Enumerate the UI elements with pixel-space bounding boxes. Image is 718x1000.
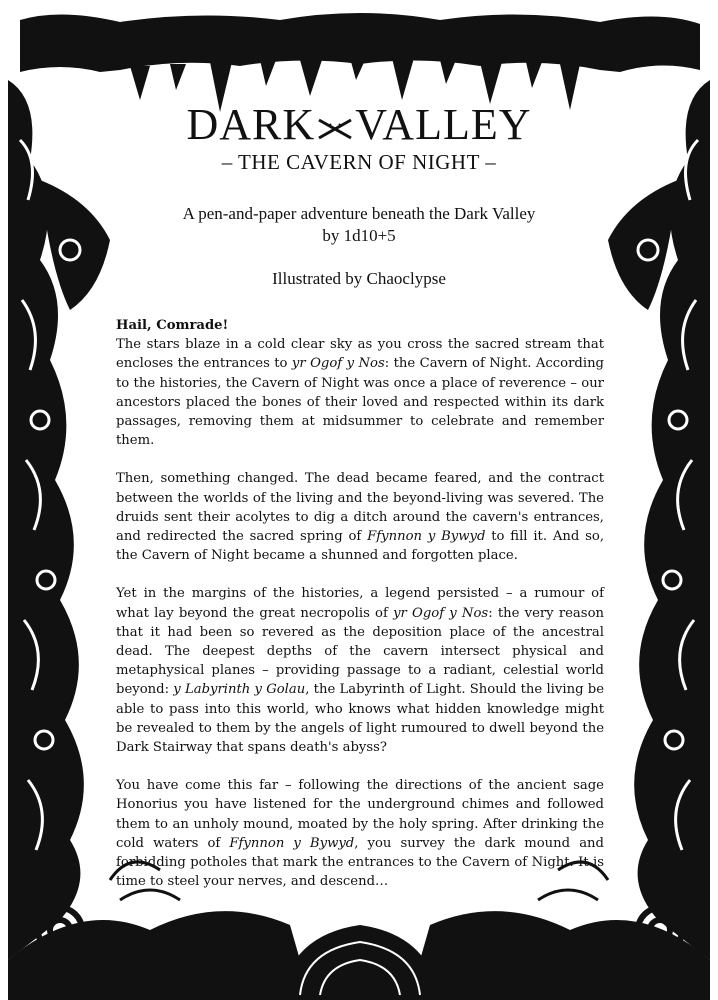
p4-spring-name: Ffynnon y Bywyd — [229, 835, 355, 851]
greeting: Hail, Comrade! — [116, 318, 229, 333]
page-title — [150, 100, 568, 150]
p2-spring-name: Ffynnon y Bywyd — [367, 529, 486, 545]
paragraph-3 — [116, 584, 604, 757]
tagline-line2: by 1d10+5 — [322, 226, 396, 245]
p3-text-c: : the very reason that it had been so revered as the deposition place of the ancestral dead. The deepest depths of the cavern intersect physical and metaphysical planes – providing passage to a radiant, celestial world beyond: — [116, 605, 604, 698]
paragraph-1 — [116, 316, 604, 450]
p3-labyrinth-name: y Labyrinth y Golau — [173, 682, 306, 698]
p1-text-c: : the Cavern of Night. According to the histories, the Cavern of Night was once a place of reverence – our ancestors placed the bones of their loved and respected within its dark passages, removing them at midsummer to celebrate and remember them. — [116, 356, 604, 449]
p3-text-a: Yet in the margins of the histories, a legend persisted – a rumour of what lay beyond the great necropolis of — [116, 586, 604, 621]
title-dark: DARK — [186, 100, 316, 149]
paragraph-4 — [116, 776, 604, 891]
p1-place-name: yr Ogof y Nos — [291, 356, 385, 372]
p1-text-a: The stars blaze in a cold clear sky as you cross the sacred stream that encloses the entrances to — [116, 337, 604, 372]
intro-text — [116, 316, 604, 910]
title-valley: VALLEY — [355, 100, 532, 149]
tagline — [150, 203, 568, 247]
tagline-line1: A pen-and-paper adventure beneath the Dark Valley — [182, 204, 536, 223]
illustrator-credit: Illustrated by Chaoclypse — [272, 269, 446, 288]
crossed-swords-icon — [315, 114, 355, 144]
subtitle: – THE CAVERN OF NIGHT – — [221, 150, 497, 174]
paragraph-2 — [116, 469, 604, 565]
p3-place-name: yr Ogof y Nos — [393, 605, 489, 621]
p4-text-a: You have come this far – following the directions of the ancient sage Honorius you have listened for the underground chimes and followed them to an unholy mound, moated by the holy spring. After drinking the cold waters of — [116, 778, 604, 851]
p4-text-c: , you survey the dark mound and forbidding potholes that mark the entrances to the Cavern of Night. It is time to steel your nerves, and descend… — [116, 835, 604, 890]
title-block — [150, 100, 568, 289]
p3-text-e: , the Labyrinth of Light. Should the living be able to pass into this world, who knows what hidden knowledge might be revealed to them by the angels of light rumoured to dwell beyond the Dark Stairway that spans death's abyss? — [116, 682, 604, 756]
p2-text-c: to fill it. And so, the Cavern of Night became a shunned and forgotten place. — [116, 529, 605, 564]
p2-text-a: Then, something changed. The dead became feared, and the contract between the worlds of the living and the beyond-living was severed. The druids sent their acolytes to dig a ditch around the cavern's entrances, and redirected the sacred spring of — [116, 471, 604, 545]
